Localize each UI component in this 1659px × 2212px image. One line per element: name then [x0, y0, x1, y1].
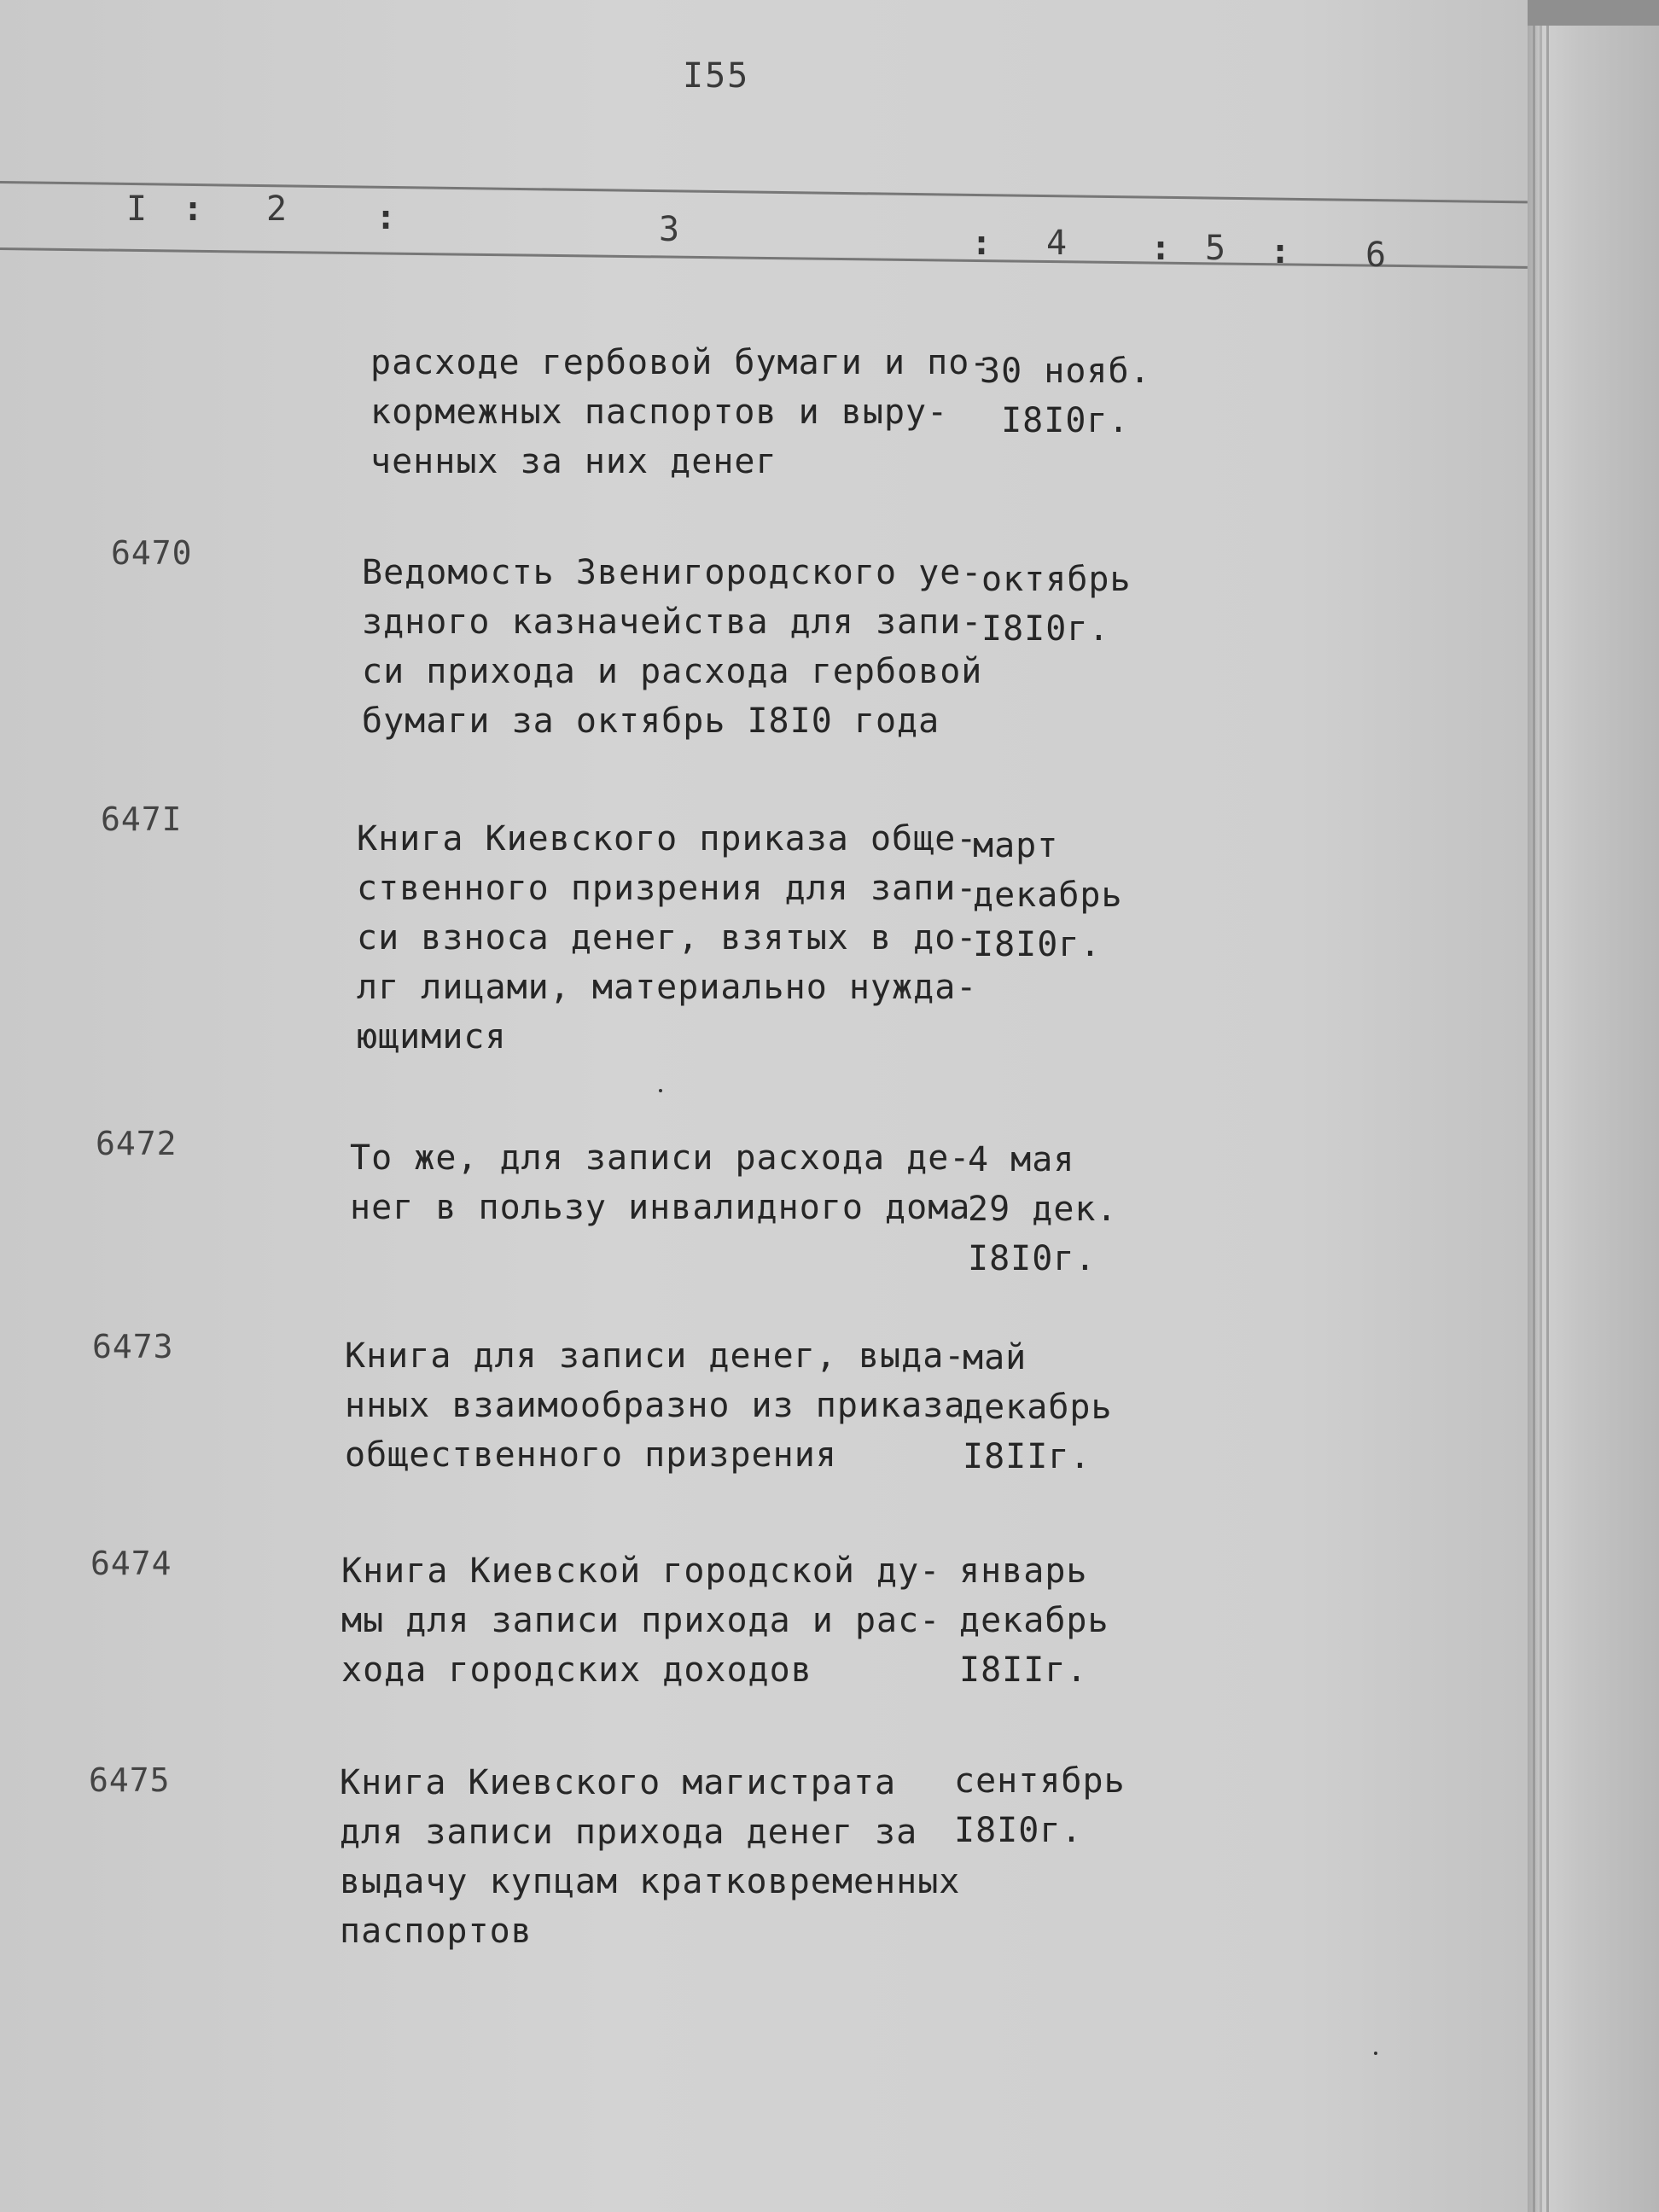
- entry-title: Книга Киевской городской ду- мы для записи прихода и рас- хода городских доходов: [341, 1551, 941, 1690]
- ink-speck: [659, 1089, 662, 1092]
- entry-title: Книга Киевского магистрата для записи прихода денег за выдачу купцам кратковременных паспортов: [340, 1763, 961, 1951]
- column-separator: :: [1150, 229, 1172, 268]
- entry-title: Книга для записи денег, выда- нных взаимообразно из приказа общественного призрения: [345, 1336, 966, 1475]
- page-stack-edge: [1528, 26, 1659, 2212]
- entry-number: 647I: [101, 800, 183, 838]
- column-header-4: 4: [1046, 224, 1068, 263]
- page-number: I55: [683, 56, 750, 96]
- entry-title: Книга Киевского приказа обще- ственного призрения для запи- си взноса денег, взятых в до- лг лицами, материально нужда- ющимися: [357, 819, 978, 1057]
- entry-title: Ведомость Звенигородского уе- здного казначейства для запи- си прихода и расхода гербовой бумаги за октябрь I8I0 года: [362, 553, 983, 741]
- column-header-3: 3: [659, 210, 680, 249]
- column-header-2: 2: [266, 189, 288, 229]
- entry-title: расходе гербовой бумаги и по- кормежных паспортов и выру- ченных за них денег: [370, 343, 992, 481]
- column-header-5: 5: [1205, 229, 1226, 268]
- entry-date: январь декабрь I8IIг.: [959, 1551, 1109, 1690]
- header-top-rule: [0, 181, 1528, 203]
- entry-number: 6472: [96, 1125, 178, 1162]
- column-header-6: 6: [1365, 236, 1387, 275]
- header-bottom-rule: [0, 247, 1528, 269]
- column-separator: :: [971, 224, 992, 263]
- entry-date: сентябрь I8I0г.: [954, 1761, 1126, 1850]
- entry-title: То же, для записи расхода де- нег в пользу инвалидного дома: [350, 1138, 971, 1227]
- entry-number: 6475: [89, 1761, 171, 1799]
- entry-date: март декабрь I8I0г.: [973, 826, 1123, 964]
- entry-date: 30 нояб. I8I0г.: [980, 352, 1151, 440]
- column-separator: :: [183, 189, 204, 229]
- entry-number: 6470: [111, 534, 193, 572]
- column-separator: :: [1270, 232, 1291, 271]
- entry-date: 4 мая 29 дек. I8I0г.: [968, 1140, 1118, 1278]
- ink-speck: [1374, 2052, 1377, 2055]
- column-header-1: I: [126, 189, 148, 229]
- entry-number: 6474: [90, 1545, 172, 1582]
- entry-number: 6473: [92, 1328, 174, 1365]
- column-separator: :: [375, 198, 397, 237]
- entry-date: май декабрь I8IIг.: [963, 1338, 1113, 1476]
- entry-date: октябрь I8I0г.: [981, 560, 1132, 649]
